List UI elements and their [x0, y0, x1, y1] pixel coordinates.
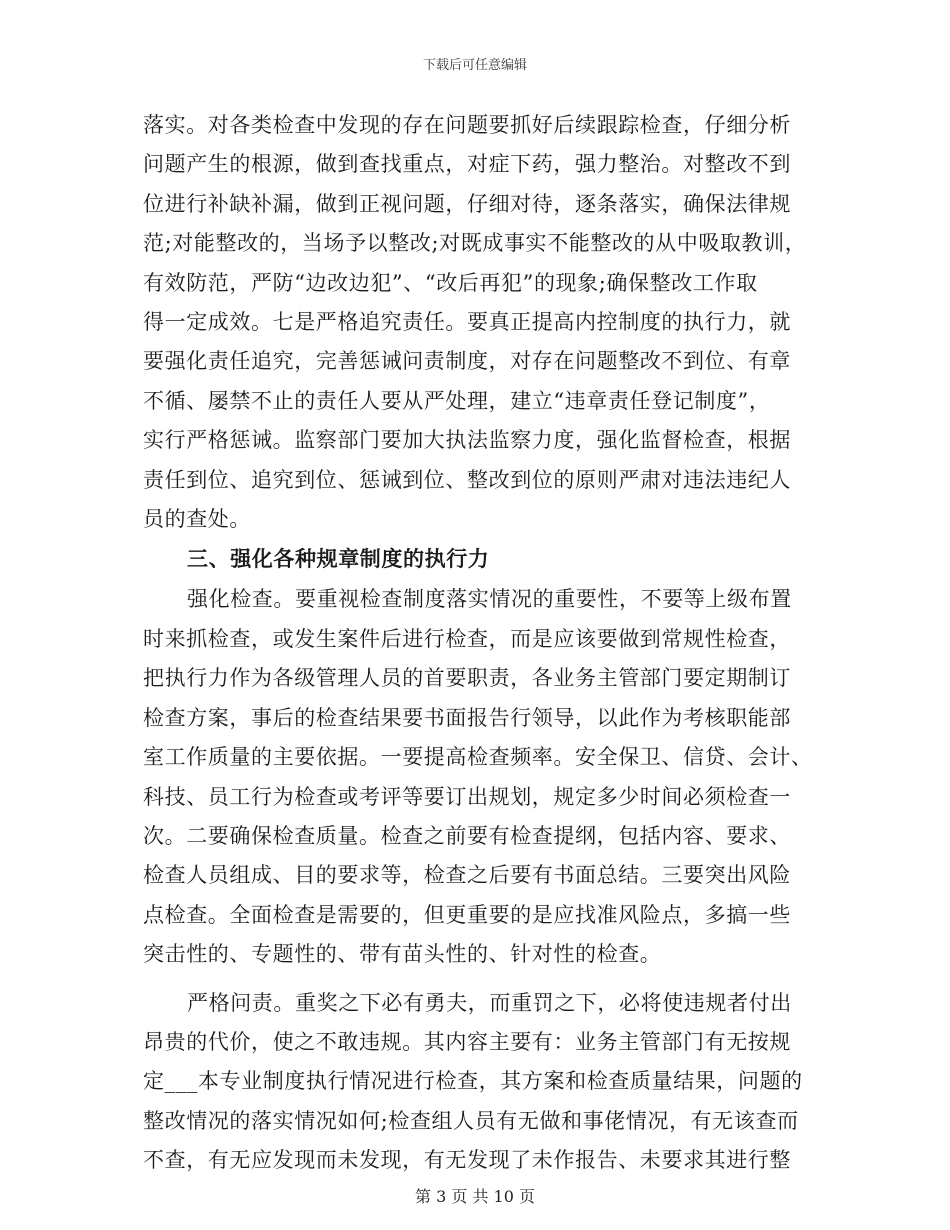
text-line: 突击性的、专题性的、带有苗头性的、针对性的检查。 — [143, 942, 662, 967]
page-header: 下载后可任意编辑 — [422, 58, 527, 73]
page-number: 第 3 页 共 10 页 — [415, 1187, 535, 1206]
text-line: 落实。对各类检查中发现的存在问题要抓好后续跟踪检查，仔细分析 — [143, 113, 791, 137]
text-line: 不查，有无应发现而未发现，有无发现了未作报告、未要求其进行整 — [143, 1148, 791, 1173]
text-line: 严格问责。重奖之下必有勇夫，而重罚之下，必将使违规者付出 — [187, 990, 792, 1015]
text-line: 室工作质量的主要依据。一要提高检查频率。安全保卫、信贷、会计、 — [143, 745, 813, 770]
text-line: 得一定成效。七是严格追究责任。要真正提高内控制度的执行力，就 — [143, 310, 791, 335]
text-line: 整改情况的落实情况如何;检查组人员有无做和事佬情况，有无该查而 — [143, 1108, 799, 1133]
text-line: 次。二要确保检查质量。检查之前要有检查提纲，包括内容、要求、 — [143, 823, 791, 848]
text-line: 有效防范，严防“边改边犯”、“改后再犯”的现象;确保整改工作取 — [143, 270, 758, 295]
text-line: 科技、员工行为检查或考评等要订出规划，规定多少时间必须检查一 — [143, 784, 791, 809]
document-body — [143, 106, 813, 1181]
text-line: 员的查处。 — [143, 507, 251, 532]
text-line: 不循、屡禁不止的责任人要从严处理，建立“违章责任登记制度”， — [143, 388, 771, 413]
text-line: 时来抓检查，或发生案件后进行检查，而是应该要做到常规性检查， — [143, 626, 791, 651]
text-line: 责任到位、追究到位、惩诫到位、整改到位的原则严肃对违法违纪人 — [143, 467, 791, 492]
text-line: 位进行补缺补漏，做到正视问题，仔细对待，逐条落实，确保法律规 — [143, 191, 791, 216]
text-line: 强化检查。要重视检查制度落实情况的重要性，不要等上级布置 — [187, 587, 792, 612]
section-heading: 三、强化各种规章制度的执行力 — [187, 546, 490, 572]
text-line: 要强化责任追究，完善惩诫问责制度，对存在问题整改不到位、有章 — [143, 349, 791, 374]
text-line: 点检查。全面检查是需要的，但更重要的是应找准风险点，多搞一些 — [143, 902, 791, 927]
text-line: 范;对能整改的，当场予以整改;对既成事实不能整改的从中吸取教训， — [143, 231, 807, 256]
text-line: 昂贵的代价，使之不敢违规。其内容主要有：业务主管部门有无按规 — [143, 1029, 791, 1054]
text-line: 定___本专业制度执行情况进行检查，其方案和检查质量结果，问题的 — [143, 1069, 803, 1094]
text-line: 检查人员组成、目的要求等，检查之后要有书面总结。三要突出风险 — [143, 863, 791, 888]
text-line: 检查方案，事后的检查结果要书面报告行领导，以此作为考核职能部 — [143, 705, 791, 730]
text-line: 把执行力作为各级管理人员的首要职责，各业务主管部门要定期制订 — [143, 666, 791, 691]
text-line: 问题产生的根源，做到查找重点，对症下药，强力整治。对整改不到 — [143, 152, 791, 177]
paragraph-2 — [143, 580, 813, 974]
paragraph-3 — [143, 984, 807, 1181]
text-line: 实行严格惩诫。监察部门要加大执法监察力度，强化监督检查，根据 — [143, 428, 791, 453]
paragraph-1 — [143, 106, 807, 539]
